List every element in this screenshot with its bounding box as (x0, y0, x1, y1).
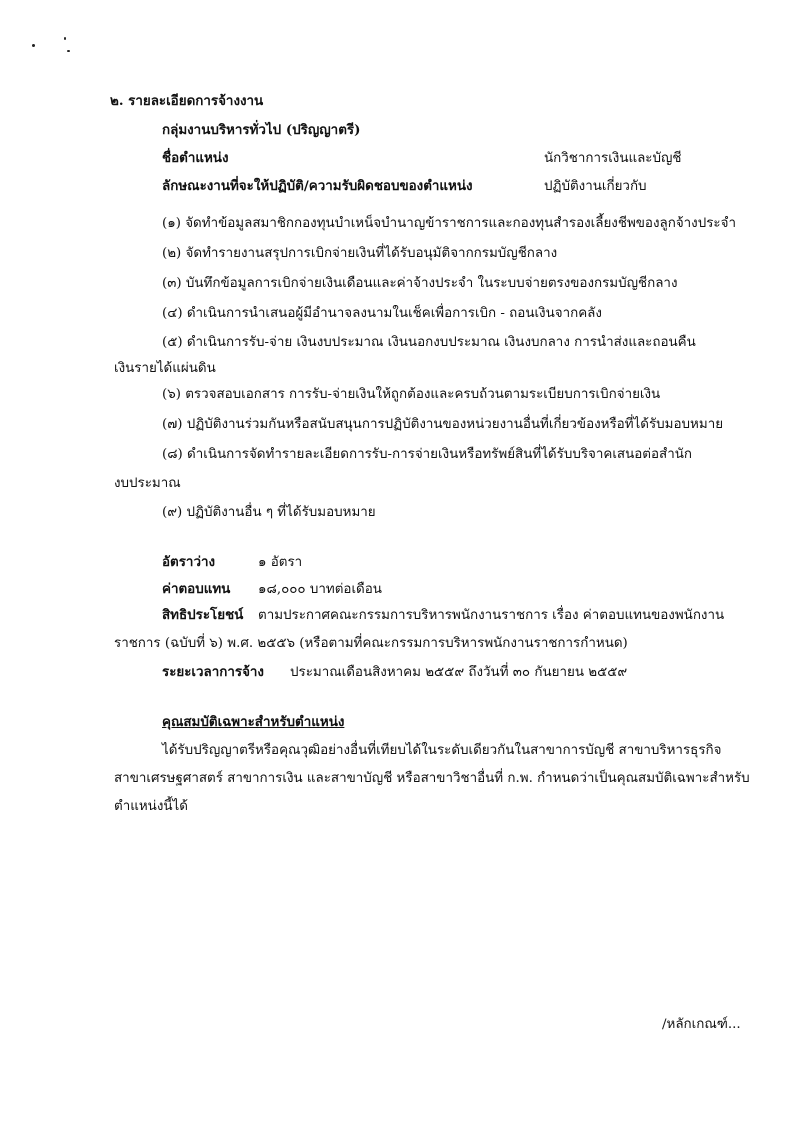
scan-speck (32, 44, 35, 47)
duty-item-8-cont: งบประมาณ (114, 476, 181, 491)
duty-item-4: (๔) ดำเนินการนำเสนอผู้มีอำนาจลงนามในเช็คเพื่อการเบิก - ถอนเงินจากคลัง (162, 306, 602, 321)
qualifications-title: คุณสมบัติเฉพาะสำหรับตำแหน่ง (162, 714, 345, 730)
duty-item-5-cont: เงินรายได้แผ่นดิน (114, 361, 216, 376)
salary-value: ๑๘,๐๐๐ บาทต่อเดือน (258, 582, 382, 597)
duty-item-1: (๑) จัดทำข้อมูลสมาชิกกองทุนบำเหน็จบำนาญข้าราชการและกองทุนสำรองเลี้ยงชีพของลูกจ้างประจำ (162, 216, 736, 231)
vacancy-value: ๑ อัตรา (258, 555, 303, 570)
duties-value: ปฏิบัติงานเกี่ยวกับ (544, 179, 647, 194)
vacancy-label: อัตราว่าง (162, 554, 216, 570)
benefits-text: ตามประกาศคณะกรรมการบริหารพนักงานราชการ เรื่อง ค่าตอบแทนของพนักงาน (258, 608, 725, 623)
scan-speck (67, 50, 70, 52)
benefits-label: สิทธิประโยชน์ (162, 607, 244, 623)
duty-item-8: (๘) ดำเนินการจัดทำรายละเอียดการรับ-การจ่ายเงินหรือทรัพย์สินที่ได้รับบริจาคเสนอต่อสำนัก (162, 447, 692, 462)
position-value: นักวิชาการเงินและบัญชี (544, 151, 682, 166)
section-title: ๒. รายละเอียดการจ้างงาน (110, 93, 264, 109)
group-heading: กลุ่มงานบริหารทั่วไป (ปริญญาตรี) (162, 122, 361, 138)
qualifications-line-3: ตำแหน่งนี้ได้ (114, 799, 188, 814)
period-value: ประมาณเดือนสิงหาคม ๒๕๕๙ ถึงวันที่ ๓๐ กันยายน ๒๕๕๙ (290, 665, 628, 680)
duty-item-9: (๙) ปฏิบัติงานอื่น ๆ ที่ได้รับมอบหมาย (162, 505, 376, 520)
period-label: ระยะเวลาการจ้าง (162, 664, 264, 680)
duty-item-5: (๕) ดำเนินการรับ-จ่าย เงินงบประมาณ เงินนอกงบประมาณ เงินงบกลาง การนำส่งและถอนคืน (162, 335, 696, 350)
position-label: ชื่อตำแหน่ง (162, 150, 229, 166)
salary-label: ค่าตอบแทน (162, 581, 231, 597)
duty-item-6: (๖) ตรวจสอบเอกสาร การรับ-จ่ายเงินให้ถูกต้องและครบถ้วนตามระเบียบการเบิกจ่ายเงิน (162, 387, 661, 402)
benefits-text-cont: ราชการ (ฉบับที่ ๖) พ.ศ. ๒๕๕๖ (หรือตามที่คณะกรรมการบริหารพนักงานราชการกำหนด) (114, 636, 628, 651)
duties-label: ลักษณะงานที่จะให้ปฏิบัติ/ความรับผิดชอบของตำแหน่ง (162, 178, 473, 194)
duty-item-3: (๓) บันทึกข้อมูลการเบิกจ่ายเงินเดือนและค่าจ้างประจำ ในระบบจ่ายตรงของกรมบัญชีกลาง (162, 276, 678, 291)
duty-item-2: (๒) จัดทำรายงานสรุปการเบิกจ่ายเงินที่ได้รับอนุมัติจากกรมบัญชีกลาง (162, 246, 558, 261)
duty-item-7: (๗) ปฏิบัติงานร่วมกันหรือสนับสนุนการปฏิบัติงานของหน่วยงานอื่นที่เกี่ยวข้องหรือที่ได้รับมอบหมาย (162, 417, 724, 432)
qualifications-line-1: ได้รับปริญญาตรีหรือคุณวุฒิอย่างอื่นที่เทียบได้ในระดับเดียวกันในสาขาการบัญชี สาขาบริหารธุรกิจ (162, 743, 722, 758)
continuation-note: /หลักเกณฑ์... (662, 1017, 741, 1032)
qualifications-line-2: สาขาเศรษฐศาสตร์ สาขาการเงิน และสาขาบัญชี หรือสาขาวิชาอื่นที่ ก.พ. กำหนดว่าเป็นคุณสมบัติเฉพาะสำหรับ (114, 771, 750, 786)
scan-speck (64, 37, 66, 40)
